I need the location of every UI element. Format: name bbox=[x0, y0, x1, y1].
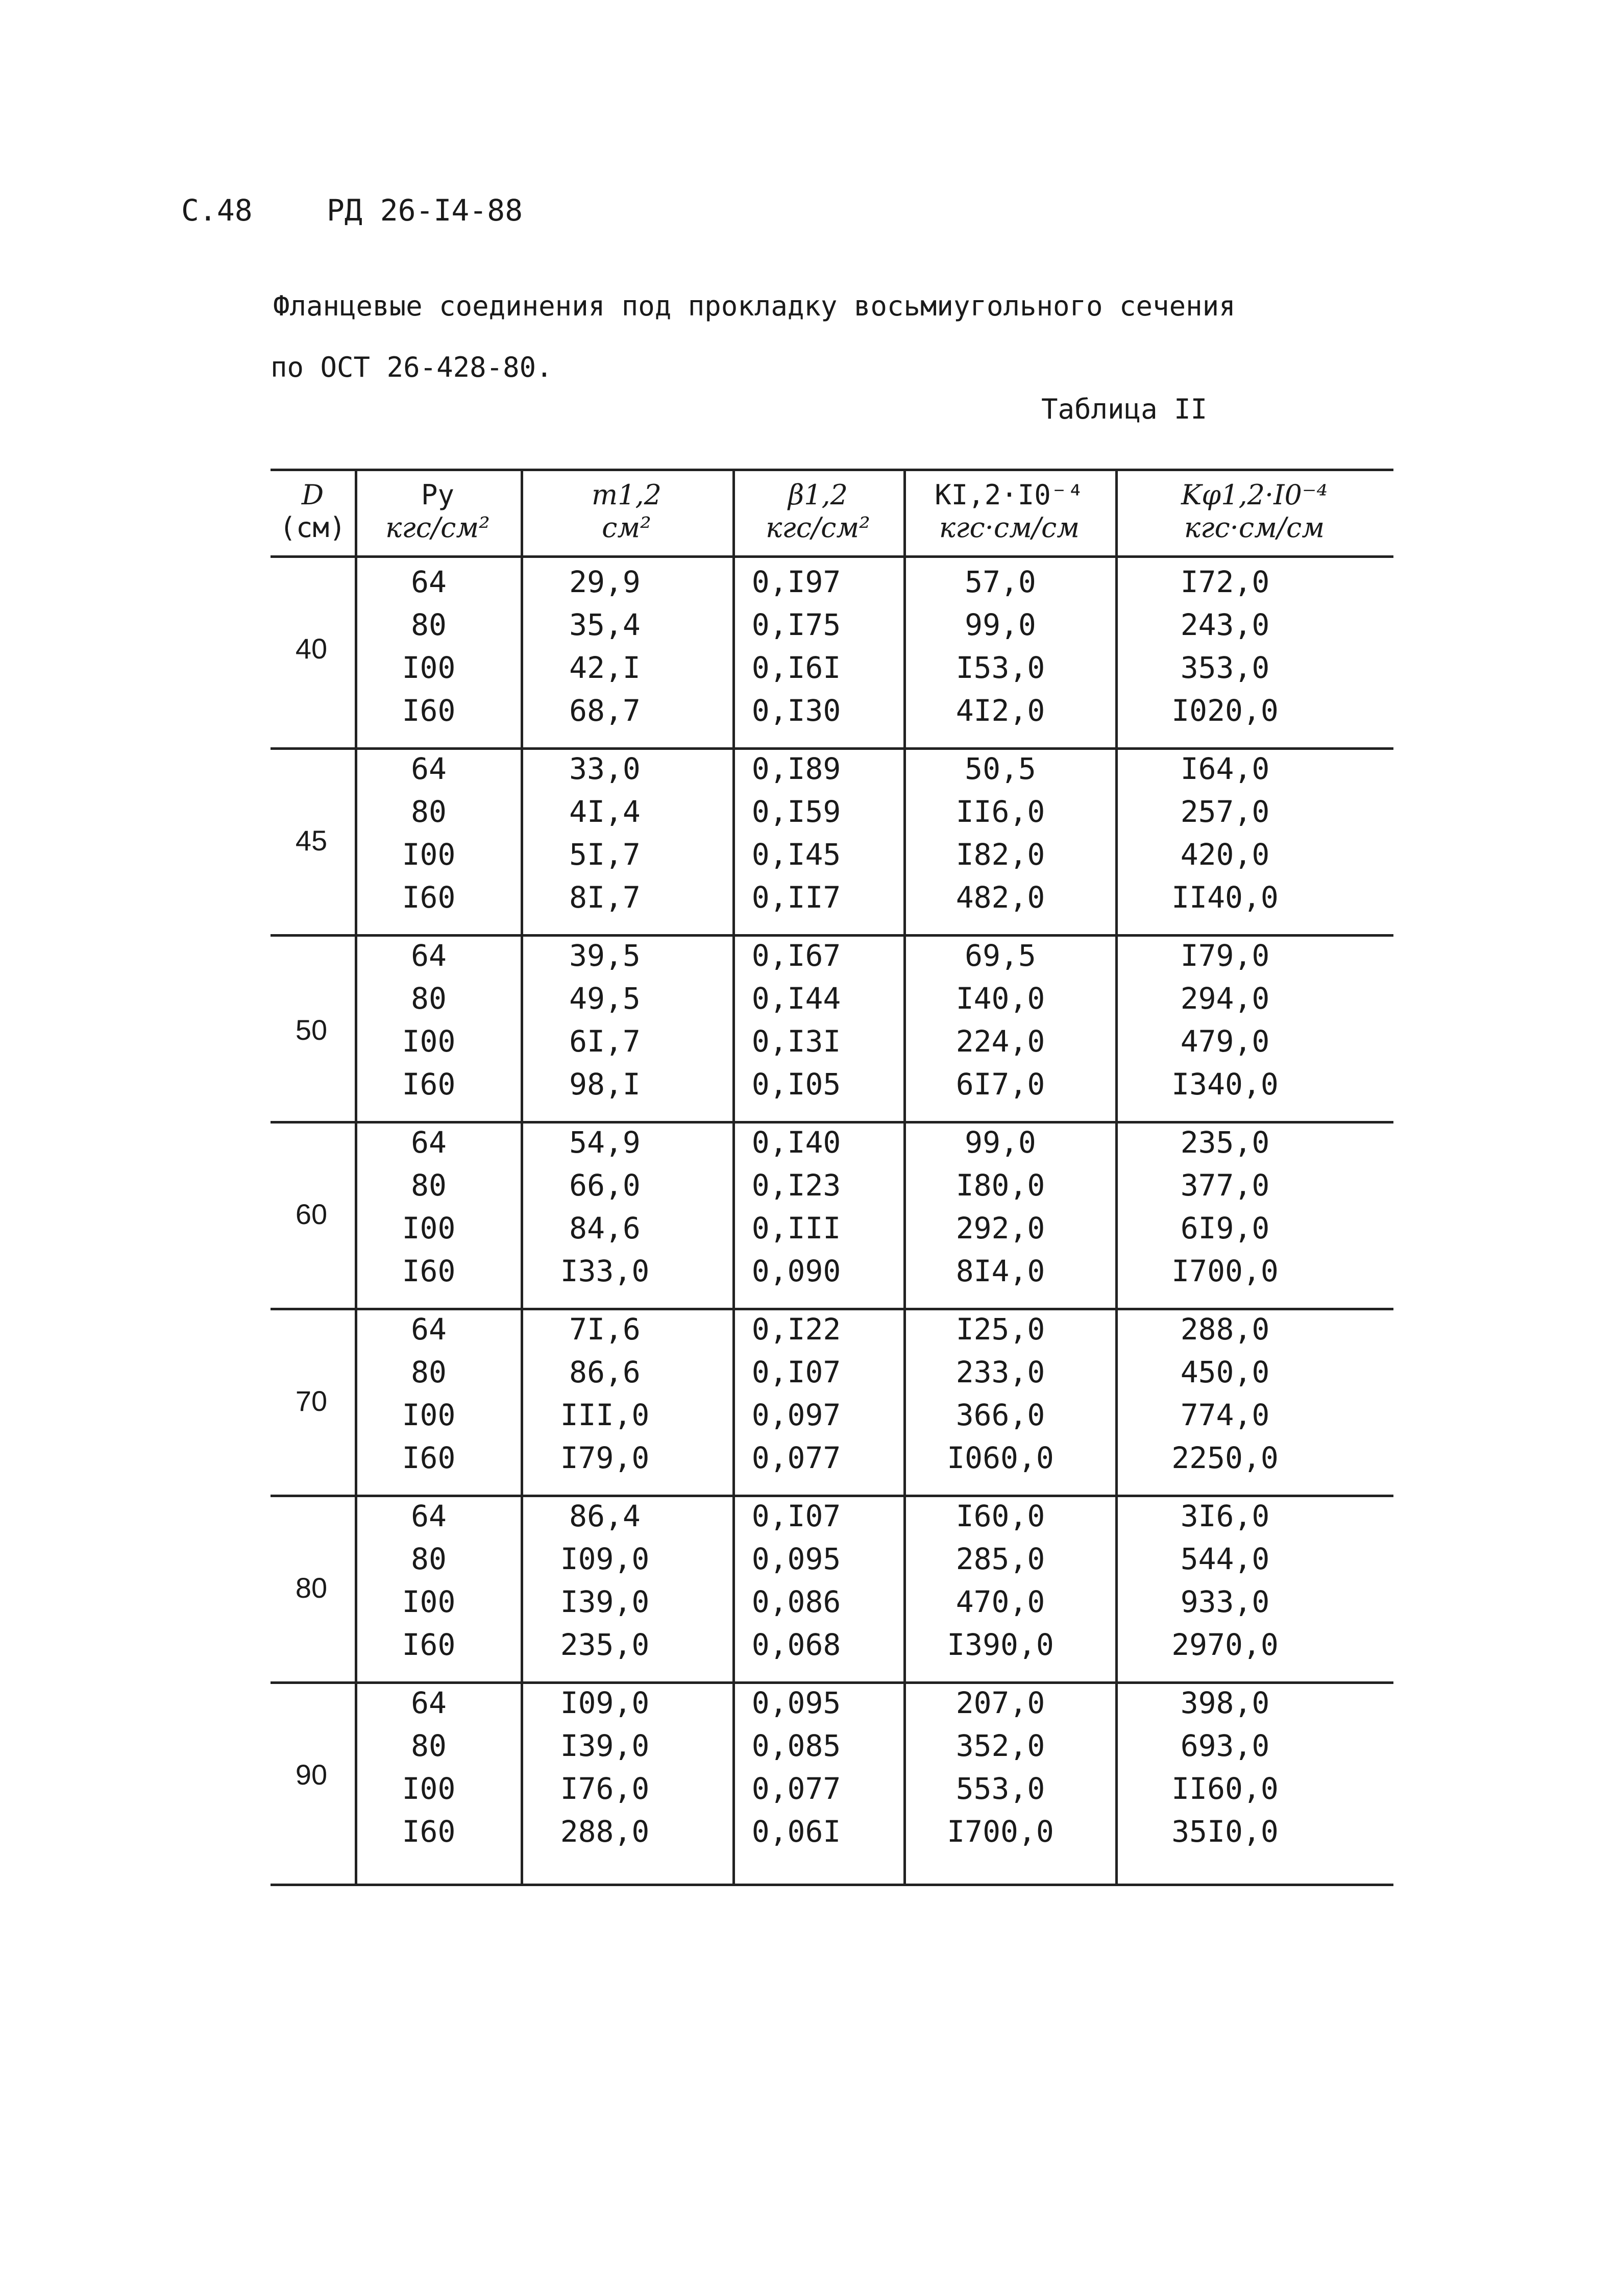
header-kf-unit: кгс·см/см bbox=[1184, 511, 1325, 544]
cell-k: 8I4,0 bbox=[955, 1254, 1045, 1288]
cell-kf: 2250,0 bbox=[1171, 1440, 1279, 1475]
cell-ru: 80 bbox=[411, 1168, 447, 1203]
table-row bbox=[271, 1063, 1393, 1106]
cell-m: 6I,7 bbox=[569, 1024, 641, 1059]
cell-kf: 294,0 bbox=[1180, 981, 1270, 1016]
cell-beta: 0,I45 bbox=[751, 837, 841, 872]
header-k-unit: кгс·см/см bbox=[939, 511, 1080, 544]
cell-beta: 0,I23 bbox=[751, 1168, 841, 1203]
table-group bbox=[271, 1308, 1393, 1495]
cell-ru: I60 bbox=[402, 1067, 456, 1102]
cell-kf: 544,0 bbox=[1180, 1542, 1270, 1576]
group-d-label: 80 bbox=[295, 1572, 328, 1604]
cell-m: I39,0 bbox=[560, 1584, 650, 1619]
cell-ru: I00 bbox=[402, 650, 456, 685]
cell-kf: I700,0 bbox=[1171, 1254, 1279, 1288]
group-d-label: 45 bbox=[295, 824, 328, 857]
header-k bbox=[903, 479, 1115, 544]
cell-kf: 398,0 bbox=[1180, 1686, 1270, 1720]
cell-m: I79,0 bbox=[560, 1440, 650, 1475]
table-row bbox=[271, 1767, 1393, 1810]
cell-k: 292,0 bbox=[955, 1211, 1045, 1245]
cell-m: 66,0 bbox=[569, 1168, 641, 1203]
cell-ru: 64 bbox=[411, 565, 447, 599]
table-bottom-rule bbox=[271, 1884, 1393, 1886]
header-beta-name: β1,2 bbox=[788, 479, 848, 511]
cell-beta: 0,I3I bbox=[751, 1024, 841, 1059]
cell-ru: 80 bbox=[411, 1728, 447, 1763]
cell-ru: I00 bbox=[402, 1398, 456, 1432]
table-row bbox=[271, 646, 1393, 689]
table-top-rule bbox=[271, 469, 1393, 471]
table-row bbox=[271, 560, 1393, 603]
cell-m: 49,5 bbox=[569, 981, 641, 1016]
cell-kf: II60,0 bbox=[1171, 1771, 1279, 1806]
header-d-unit: (см) bbox=[279, 511, 346, 544]
cell-kf: 35I0,0 bbox=[1171, 1814, 1279, 1849]
cell-kf: II40,0 bbox=[1171, 880, 1279, 915]
cell-kf: 2970,0 bbox=[1171, 1627, 1279, 1662]
cell-m: III,0 bbox=[560, 1398, 650, 1432]
cell-k: 470,0 bbox=[955, 1584, 1045, 1619]
cell-k: 50,5 bbox=[965, 751, 1036, 786]
cell-k: 482,0 bbox=[955, 880, 1045, 915]
header-m bbox=[521, 479, 732, 544]
cell-ru: I60 bbox=[402, 880, 456, 915]
cell-ru: 80 bbox=[411, 607, 447, 642]
header-ru-name: Ру bbox=[421, 479, 455, 511]
cell-kf: 450,0 bbox=[1180, 1355, 1270, 1389]
cell-beta: 0,I05 bbox=[751, 1067, 841, 1102]
cell-ru: 64 bbox=[411, 1125, 447, 1160]
cell-ru: 80 bbox=[411, 1542, 447, 1576]
cell-beta: 0,I40 bbox=[751, 1125, 841, 1160]
cell-m: 42,I bbox=[569, 650, 641, 685]
cell-beta: 0,086 bbox=[751, 1584, 841, 1619]
header-bottom-rule bbox=[271, 555, 1393, 558]
cell-m: I09,0 bbox=[560, 1686, 650, 1720]
cell-beta: 0,II7 bbox=[751, 880, 841, 915]
header-k-name: KI,2·I0⁻⁴ bbox=[935, 479, 1084, 511]
table-row bbox=[271, 689, 1393, 732]
cell-ru: 80 bbox=[411, 794, 447, 829]
header-kf bbox=[1115, 479, 1393, 544]
cell-kf: 774,0 bbox=[1180, 1398, 1270, 1432]
cell-ru: I60 bbox=[402, 1254, 456, 1288]
cell-beta: 0,III bbox=[751, 1211, 841, 1245]
cell-beta: 0,I44 bbox=[751, 981, 841, 1016]
cell-m: 4I,4 bbox=[569, 794, 641, 829]
cell-k: 4I2,0 bbox=[955, 693, 1045, 728]
cell-ru: I00 bbox=[402, 1211, 456, 1245]
table-row bbox=[271, 1394, 1393, 1436]
group-d-label: 70 bbox=[295, 1385, 328, 1417]
header-ru-unit: кгс/см² bbox=[385, 511, 490, 544]
table-row bbox=[271, 876, 1393, 919]
cell-k: 207,0 bbox=[955, 1686, 1045, 1720]
table-group bbox=[271, 747, 1393, 934]
table-group bbox=[271, 1121, 1393, 1308]
page-header-document: РД 26-I4-88 bbox=[327, 193, 523, 228]
cell-k: 99,0 bbox=[965, 607, 1036, 642]
cell-m: 86,6 bbox=[569, 1355, 641, 1389]
table-row bbox=[271, 1810, 1393, 1853]
cell-kf: 3I6,0 bbox=[1180, 1499, 1270, 1533]
cell-k: I40,0 bbox=[955, 981, 1045, 1016]
cell-beta: 0,077 bbox=[751, 1771, 841, 1806]
cell-kf: 257,0 bbox=[1180, 794, 1270, 829]
cell-k: I390,0 bbox=[947, 1627, 1054, 1662]
data-table bbox=[271, 469, 1393, 1888]
table-row bbox=[271, 833, 1393, 876]
document-title bbox=[273, 276, 1386, 398]
cell-beta: 0,I07 bbox=[751, 1355, 841, 1389]
cell-beta: 0,06I bbox=[751, 1814, 841, 1849]
table-group bbox=[271, 560, 1393, 742]
table-row bbox=[271, 1164, 1393, 1207]
cell-k: I53,0 bbox=[955, 650, 1045, 685]
cell-k: 285,0 bbox=[955, 1542, 1045, 1576]
cell-beta: 0,095 bbox=[751, 1542, 841, 1576]
table-row bbox=[271, 977, 1393, 1020]
table-group bbox=[271, 934, 1393, 1121]
table-row bbox=[271, 1623, 1393, 1666]
page-header-number: С.48 bbox=[181, 193, 253, 228]
cell-m: I09,0 bbox=[560, 1542, 650, 1576]
cell-kf: I020,0 bbox=[1171, 693, 1279, 728]
cell-ru: 64 bbox=[411, 1499, 447, 1533]
cell-ru: I60 bbox=[402, 1814, 456, 1849]
table-row bbox=[271, 1681, 1393, 1724]
cell-ru: I00 bbox=[402, 1024, 456, 1059]
cell-beta: 0,085 bbox=[751, 1728, 841, 1763]
table-row bbox=[271, 934, 1393, 977]
cell-m: 8I,7 bbox=[569, 880, 641, 915]
header-ru bbox=[355, 479, 521, 544]
cell-m: 39,5 bbox=[569, 938, 641, 973]
table-row bbox=[271, 603, 1393, 646]
cell-kf: 479,0 bbox=[1180, 1024, 1270, 1059]
cell-k: 99,0 bbox=[965, 1125, 1036, 1160]
cell-kf: 235,0 bbox=[1180, 1125, 1270, 1160]
cell-kf: 6I9,0 bbox=[1180, 1211, 1270, 1245]
cell-ru: I60 bbox=[402, 1627, 456, 1662]
cell-k: I700,0 bbox=[947, 1814, 1054, 1849]
cell-kf: 243,0 bbox=[1180, 607, 1270, 642]
cell-kf: 353,0 bbox=[1180, 650, 1270, 685]
cell-k: I60,0 bbox=[955, 1499, 1045, 1533]
cell-k: 6I7,0 bbox=[955, 1067, 1045, 1102]
cell-ru: I60 bbox=[402, 693, 456, 728]
cell-m: 54,9 bbox=[569, 1125, 641, 1160]
table-row bbox=[271, 1250, 1393, 1292]
table-row bbox=[271, 1020, 1393, 1063]
table-row bbox=[271, 1537, 1393, 1580]
cell-m: 86,4 bbox=[569, 1499, 641, 1533]
cell-kf: I79,0 bbox=[1180, 938, 1270, 973]
cell-m: 7I,6 bbox=[569, 1312, 641, 1347]
cell-ru: I00 bbox=[402, 1771, 456, 1806]
cell-k: II6,0 bbox=[955, 794, 1045, 829]
cell-m: I76,0 bbox=[560, 1771, 650, 1806]
cell-ru: 64 bbox=[411, 1686, 447, 1720]
header-beta bbox=[732, 479, 903, 544]
table-row bbox=[271, 1724, 1393, 1767]
cell-kf: 933,0 bbox=[1180, 1584, 1270, 1619]
cell-k: 352,0 bbox=[955, 1728, 1045, 1763]
header-d-name: D bbox=[301, 479, 324, 511]
cell-m: 33,0 bbox=[569, 751, 641, 786]
cell-ru: 80 bbox=[411, 1355, 447, 1389]
cell-kf: 288,0 bbox=[1180, 1312, 1270, 1347]
cell-kf: 377,0 bbox=[1180, 1168, 1270, 1203]
cell-kf: I340,0 bbox=[1171, 1067, 1279, 1102]
table-row bbox=[271, 1121, 1393, 1164]
cell-m: 29,9 bbox=[569, 565, 641, 599]
cell-k: 553,0 bbox=[955, 1771, 1045, 1806]
cell-k: 224,0 bbox=[955, 1024, 1045, 1059]
cell-beta: 0,097 bbox=[751, 1398, 841, 1432]
header-m-unit: см² bbox=[602, 511, 651, 544]
cell-ru: I00 bbox=[402, 837, 456, 872]
table-group bbox=[271, 1495, 1393, 1681]
cell-kf: 420,0 bbox=[1180, 837, 1270, 872]
table-row bbox=[271, 747, 1393, 790]
table-group bbox=[271, 1681, 1393, 1868]
header-kf-name: Kφ1,2·I0⁻⁴ bbox=[1181, 479, 1328, 511]
cell-beta: 0,I30 bbox=[751, 693, 841, 728]
cell-beta: 0,I59 bbox=[751, 794, 841, 829]
cell-m: 35,4 bbox=[569, 607, 641, 642]
cell-m: 98,I bbox=[569, 1067, 641, 1102]
cell-ru: 64 bbox=[411, 1312, 447, 1347]
cell-beta: 0,I97 bbox=[751, 565, 841, 599]
cell-beta: 0,I89 bbox=[751, 751, 841, 786]
cell-beta: 0,090 bbox=[751, 1254, 841, 1288]
cell-beta: 0,I75 bbox=[751, 607, 841, 642]
group-d-label: 90 bbox=[295, 1758, 328, 1791]
group-d-label: 40 bbox=[295, 632, 328, 665]
cell-k: I82,0 bbox=[955, 837, 1045, 872]
cell-beta: 0,I6I bbox=[751, 650, 841, 685]
cell-k: I25,0 bbox=[955, 1312, 1045, 1347]
cell-kf: I72,0 bbox=[1180, 565, 1270, 599]
title-line-2: по ОСТ 26-428-80. bbox=[271, 351, 553, 383]
cell-ru: 80 bbox=[411, 981, 447, 1016]
cell-m: 68,7 bbox=[569, 693, 641, 728]
cell-m: 235,0 bbox=[560, 1627, 650, 1662]
cell-beta: 0,095 bbox=[751, 1686, 841, 1720]
header-m-name: m1,2 bbox=[591, 479, 662, 511]
group-d-label: 50 bbox=[295, 1014, 328, 1046]
cell-ru: I00 bbox=[402, 1584, 456, 1619]
cell-ru: I60 bbox=[402, 1440, 456, 1475]
table-row bbox=[271, 1436, 1393, 1479]
header-beta-unit: кгс/см² bbox=[766, 511, 870, 544]
table-row bbox=[271, 1495, 1393, 1537]
cell-beta: 0,I07 bbox=[751, 1499, 841, 1533]
cell-ru: 64 bbox=[411, 751, 447, 786]
cell-ru: 64 bbox=[411, 938, 447, 973]
table-row bbox=[271, 1308, 1393, 1351]
group-d-label: 60 bbox=[295, 1198, 328, 1230]
cell-kf: 693,0 bbox=[1180, 1728, 1270, 1763]
cell-m: 5I,7 bbox=[569, 837, 641, 872]
cell-m: I39,0 bbox=[560, 1728, 650, 1763]
cell-beta: 0,077 bbox=[751, 1440, 841, 1475]
cell-beta: 0,I67 bbox=[751, 938, 841, 973]
table-row bbox=[271, 790, 1393, 833]
cell-m: 84,6 bbox=[569, 1211, 641, 1245]
table-row bbox=[271, 1580, 1393, 1623]
cell-beta: 0,I22 bbox=[751, 1312, 841, 1347]
cell-m: 288,0 bbox=[560, 1814, 650, 1849]
cell-k: I060,0 bbox=[947, 1440, 1054, 1475]
cell-m: I33,0 bbox=[560, 1254, 650, 1288]
cell-k: I80,0 bbox=[955, 1168, 1045, 1203]
cell-k: 233,0 bbox=[955, 1355, 1045, 1389]
title-line-1: Фланцевые соединения под прокладку восьмиугольного сечения bbox=[273, 290, 1236, 322]
table-caption: Таблица II bbox=[1041, 393, 1208, 425]
cell-k: 69,5 bbox=[965, 938, 1036, 973]
cell-k: 57,0 bbox=[965, 565, 1036, 599]
cell-beta: 0,068 bbox=[751, 1627, 841, 1662]
header-d bbox=[271, 479, 355, 544]
table-row bbox=[271, 1351, 1393, 1394]
cell-k: 366,0 bbox=[955, 1398, 1045, 1432]
table-row bbox=[271, 1207, 1393, 1250]
cell-kf: I64,0 bbox=[1180, 751, 1270, 786]
